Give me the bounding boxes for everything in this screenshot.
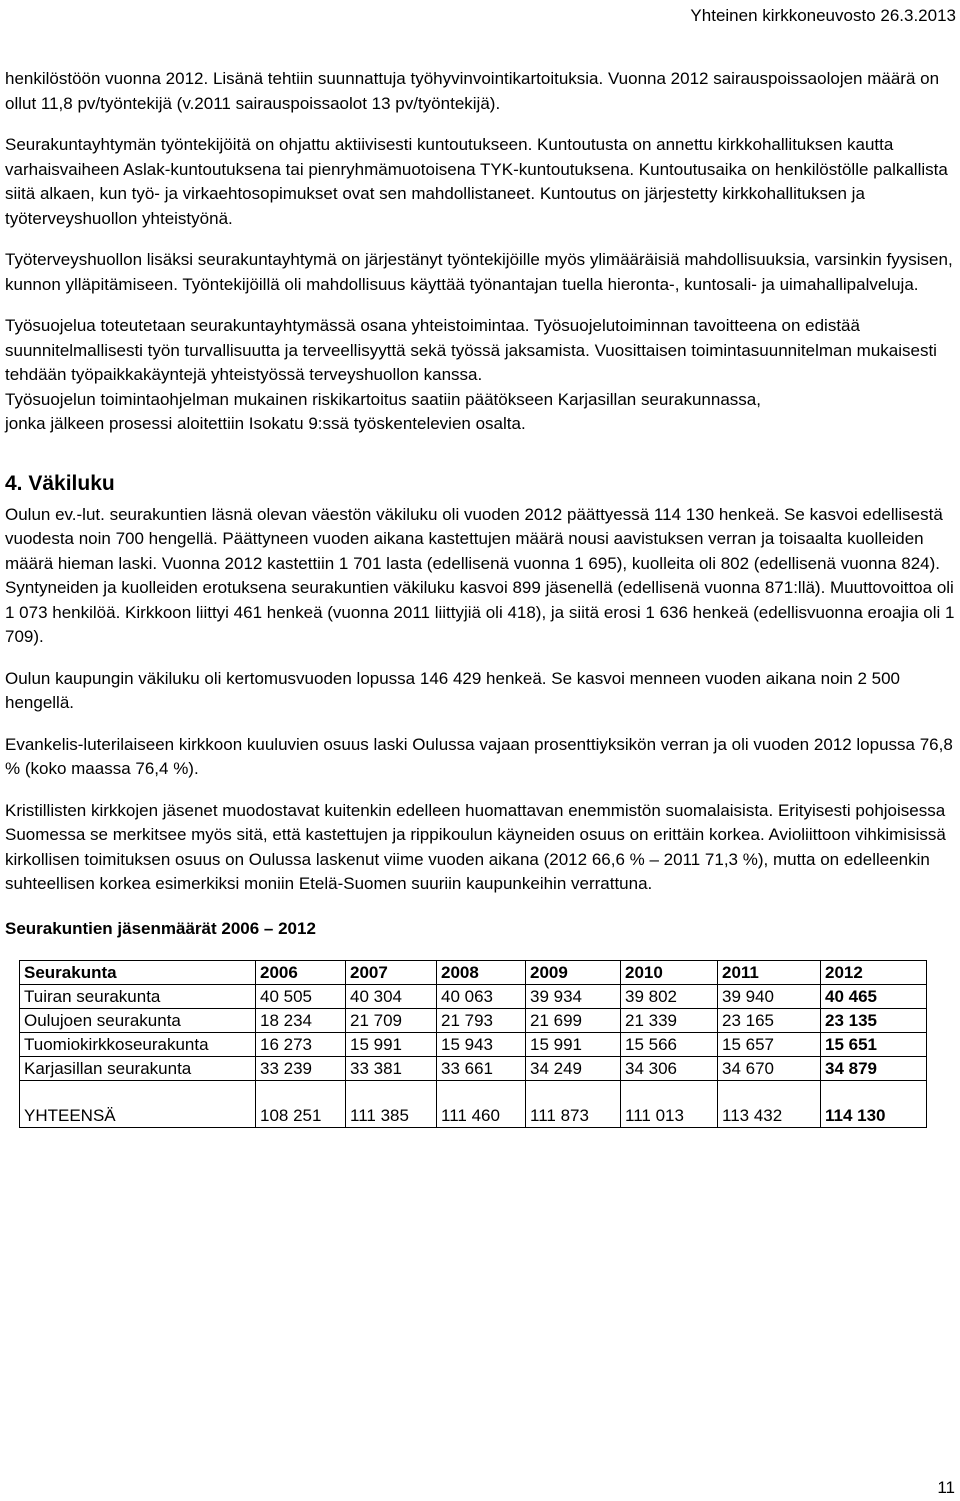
header-cell: 2012 (821, 961, 927, 985)
table-cell: 23 135 (821, 1009, 927, 1033)
table-row (20, 985, 927, 1009)
table-cell: 15 991 (526, 1033, 621, 1057)
header-cell: Seurakunta (20, 961, 256, 985)
table-row (20, 1033, 927, 1057)
table-cell: 21 793 (437, 1009, 526, 1033)
total-cell: YHTEENSÄ (20, 1081, 256, 1128)
paragraph-risk-assessment: Työsuojelun toimintaohjelman mukainen riskikartoitus saatiin päätökseen Karjasillan seurakunnassa, (5, 389, 761, 409)
table-cell: 21 699 (526, 1009, 621, 1033)
document-body (5, 67, 957, 1128)
header-cell: 2006 (256, 961, 346, 985)
header-cell: 2010 (621, 961, 718, 985)
table-cell: 33 239 (256, 1057, 346, 1081)
table-cell: 33 381 (346, 1057, 437, 1081)
table-cell: 33 661 (437, 1057, 526, 1081)
page-number: 11 (937, 1478, 955, 1497)
header-cell: 2011 (718, 961, 821, 985)
table-title: Seurakuntien jäsenmäärät 2006 – 2012 (5, 918, 316, 938)
document-header: Yhteinen kirkkoneuvosto 26.3.2013 (690, 6, 956, 25)
table-cell: 15 991 (346, 1033, 437, 1057)
table-cell: 15 566 (621, 1033, 718, 1057)
paragraph-city-population: Oulun kaupungin väkiluku oli kertomusvuoden lopussa 146 429 henkeä. Se kasvoi menneen vuoden aikana noin 2 500 hengellä. (5, 668, 901, 712)
table-cell: 40 304 (346, 985, 437, 1009)
total-cell: 111 385 (346, 1081, 437, 1128)
total-cell: 108 251 (256, 1081, 346, 1128)
total-cell: 113 432 (718, 1081, 821, 1128)
table-cell: 18 234 (256, 1009, 346, 1033)
paragraph-occupational-health: Työterveyshuollon lisäksi seurakuntayhtymä on järjestänyt työntekijöille myös ylimääräisiä mahdollisuuksia, varsinkin fyysisen, kunnon ylläpitämiseen. Työntekijöillä oli mahdollisuus käyttää työnantajan tuella hieronta-, kuntosali- ja uimahallipalveluja. (5, 250, 953, 294)
paragraph-christian-majority: Kristillisten kirkkojen jäsenet muodostavat kuitenkin edelleen huomattavan enemmistön suomalaisista. Erityisesti pohjoisessa Suomessa se merkitsee myös sitä, että kastettujen ja rippikoulun käyneiden osuus on erittäin korkea. Avioliittoon vihkimisissä kirkollisen toimituksen osuus on Oulussa laskenut viime vuoden aikana (2012 66,6 % – 2011 71,3 %), mutta on edelleenkin suhteellisen korkea esimerkiksi moniin Etelä-Suomen suuriin kaupunkeihin verrattuna. (5, 800, 946, 893)
table-cell: 21 709 (346, 1009, 437, 1033)
paragraph-risk-process: jonka jälkeen prosessi aloitettiin Isokatu 9:ssä työskentelevien osalta. (5, 414, 526, 433)
table-cell: 16 273 (256, 1033, 346, 1057)
table-cell: 39 934 (526, 985, 621, 1009)
table-cell: Tuomiokirkkoseurakunta (20, 1033, 256, 1057)
table-cell: 40 465 (821, 985, 927, 1009)
table-cell: 34 306 (621, 1057, 718, 1081)
paragraph-work-safety: Työsuojelua toteutetaan seurakuntayhtymässä osana yhteistoimintaa. Työsuojelutoiminnan tavoitteena on edistää suunnitelmallisesti työn turvallisuutta ja terveellisyyttä sekä työssä jaksamista. Vuosittaisen toimintasuunnitelman mukaisesti tehdään työpaikkakäyntejä yhteistyössä terveyshuollon kanssa. (5, 316, 937, 384)
total-cell: 111 013 (621, 1081, 718, 1128)
table-cell: 15 651 (821, 1033, 927, 1057)
table-cell: 15 657 (718, 1033, 821, 1057)
total-cell: 114 130 (821, 1081, 927, 1128)
table-cell: 34 879 (821, 1057, 927, 1081)
paragraph-membership-share: Evankelis-luterilaiseen kirkkoon kuuluvien osuus laski Oulussa vajaan prosenttiyksikön verran ja oli vuoden 2012 lopussa 76,8 % (koko maassa 76,4 %). (5, 734, 953, 778)
paragraph-population: Oulun ev.-lut. seurakuntien läsnä olevan väestön väkiluku oli vuoden 2012 päättyessä 114 130 henkeä. Se kasvoi edellisestä vuodesta noin 700 hengellä. Päättyneen vuoden aikana kastettujen määrä nousi aavistuksen verran ja toisaalta kuolleiden määrä hieman laski. Vuonna 2012 kastettiin 1 701 lasta (edellisenä vuonna 1 695), kuolleita oli 802 (edellisenä vuonna 824). Syntyneiden ja kuolleiden erotuksena seurakuntien väkiluku kasvoi 899 jäsenellä (edellisenä vuonna 871:llä). Muuttovoittoa oli 1 073 henkilöä. Kirkkoon liittyi 461 henkeä (vuonna 2011 liittyjiä oli 418), ja siitä erosi 1 636 henkeä (edellisvuonna eroajia oli 1 709). (5, 504, 955, 646)
header-cell: 2008 (437, 961, 526, 985)
table-row (20, 1057, 927, 1081)
table-cell: Oulujoen seurakunta (20, 1009, 256, 1033)
membership-table (19, 960, 927, 1128)
paragraph-sick-leave: henkilöstöön vuonna 2012. Lisänä tehtiin suunnattuja työhyvinvointikartoituksia. Vuonna 2012 sairauspoissaolojen määrä on ollut 11,8 pv/työntekijä (v.2011 sairauspoissaolot 13 pv/työntekijä). (5, 69, 940, 113)
paragraph-rehabilitation: Seurakuntayhtymän työntekijöitä on ohjattu aktiivisesti kuntoutukseen. Kuntoutusta on annettu kirkkohallituksen kautta varhaisvaiheen Aslak-kuntoutuksena tai pienryhmämuotoisena TYK-kuntoutuksena. Kuntoutusaika on henkilöstölle palkallista siitä alkaen, kun työ- ja virkaehtosopimukset ovat sen mahdollistaneet. Kuntoutus on järjestetty kirkkohallituksen ja työterveyshuollon yhteistyönä. (5, 135, 948, 228)
table-cell: 39 940 (718, 985, 821, 1009)
table-total-row (20, 1081, 927, 1128)
table-cell: 39 802 (621, 985, 718, 1009)
table-cell: 34 670 (718, 1057, 821, 1081)
table-header-row (20, 961, 927, 985)
table-cell: 21 339 (621, 1009, 718, 1033)
table-cell: 40 505 (256, 985, 346, 1009)
table-cell: Tuiran seurakunta (20, 985, 256, 1009)
total-cell: 111 873 (526, 1081, 621, 1128)
header-cell: 2009 (526, 961, 621, 985)
table-cell: 23 165 (718, 1009, 821, 1033)
table-cell: Karjasillan seurakunta (20, 1057, 256, 1081)
section-heading: 4. Väkiluku (5, 471, 115, 495)
table-row (20, 1009, 927, 1033)
table-cell: 15 943 (437, 1033, 526, 1057)
total-cell: 111 460 (437, 1081, 526, 1128)
table-cell: 40 063 (437, 985, 526, 1009)
header-cell: 2007 (346, 961, 437, 985)
table-cell: 34 249 (526, 1057, 621, 1081)
